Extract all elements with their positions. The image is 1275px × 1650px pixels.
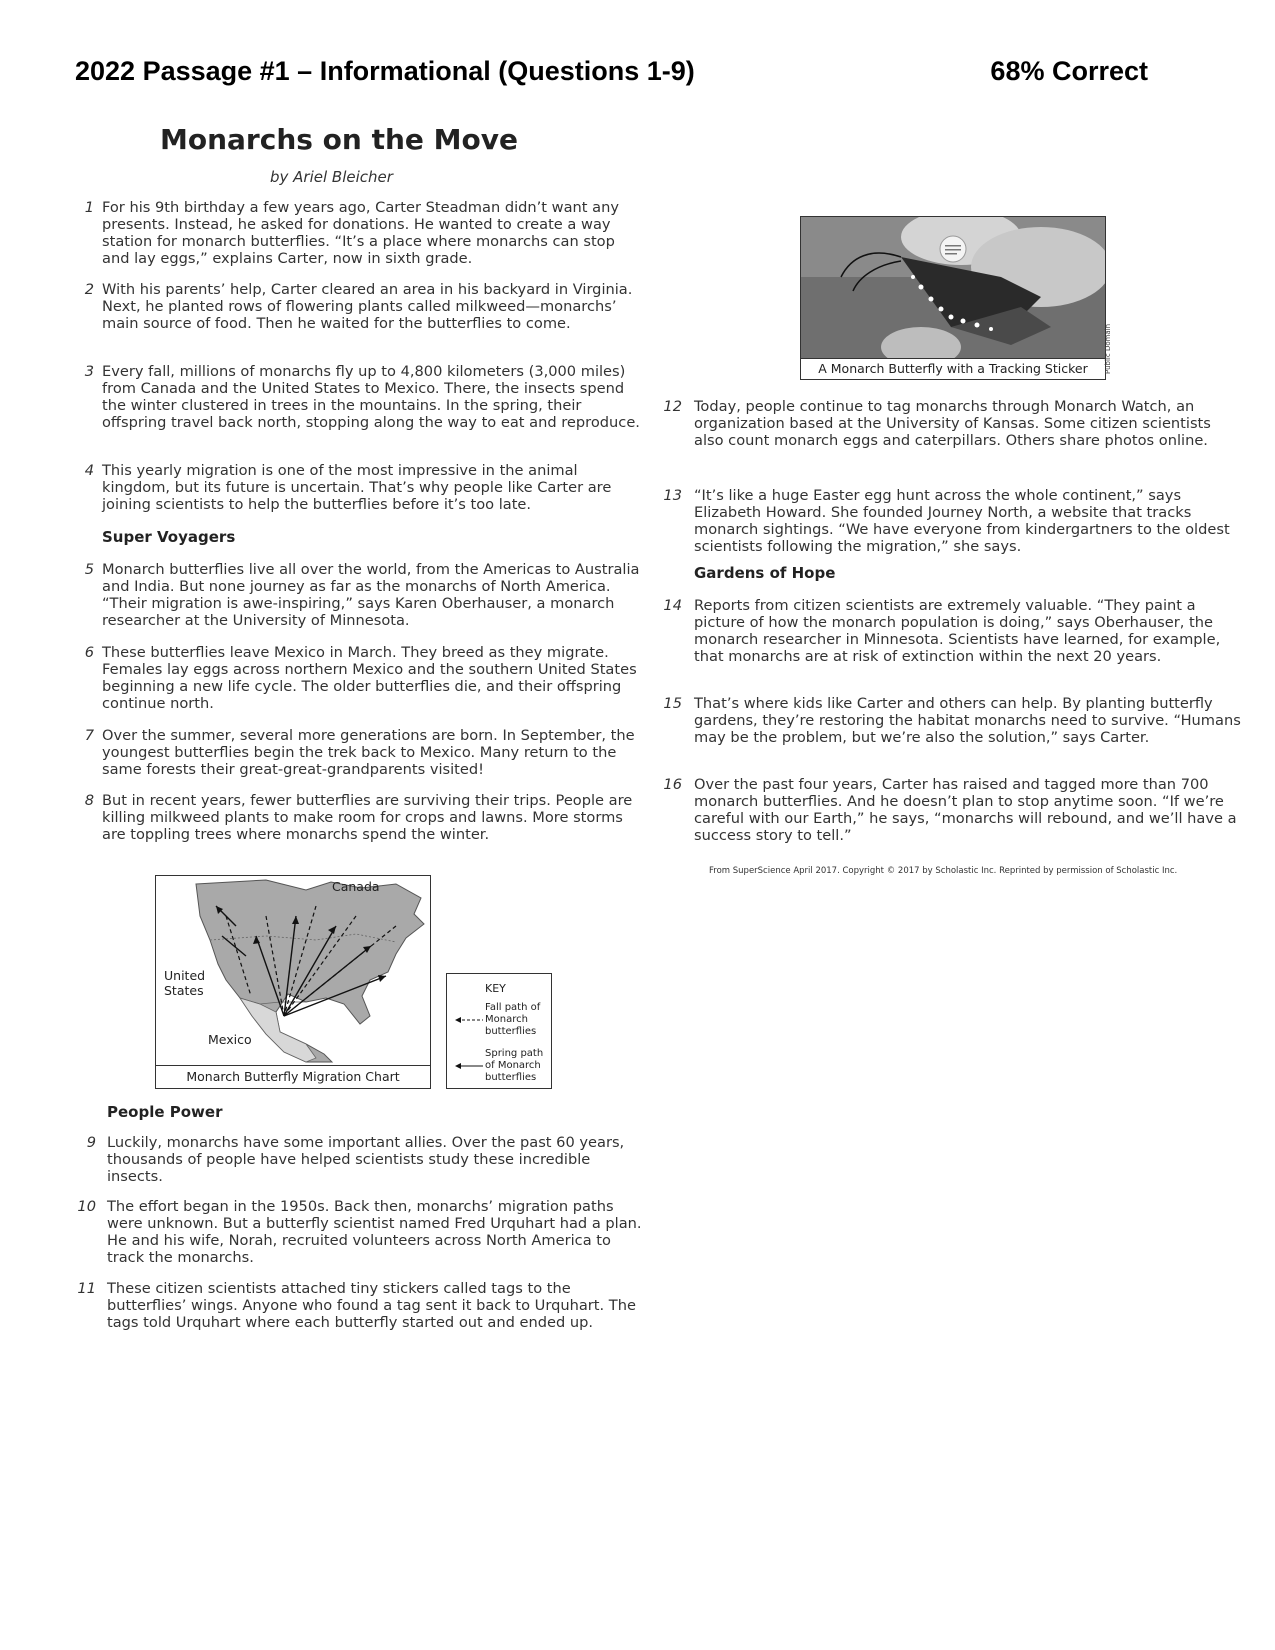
paragraph-text: Monarch butterflies live all over the world, from the Americas to Australia and India. But none journey as far as the monarchs of North America. “Their migration is awe-inspiring,” says Karen Oberhauser, a monarch researcher at the University of Minnesota. <box>102 561 640 629</box>
photo-caption: A Monarch Butterfly with a Tracking Sticker <box>801 358 1105 379</box>
paragraph-1 <box>78 199 642 267</box>
paragraph-text: For his 9th birthday a few years ago, Carter Steadman didn’t want any presents. Instead, he asked for donations. He wanted to create a way station for monarch butterflies. “It’s a place where monarchs can stop and lay eggs,” explains Carter, now in sixth grade. <box>102 199 619 267</box>
paragraph-number: 11 <box>77 1280 96 1297</box>
paragraph-text: Every fall, millions of monarchs fly up to 4,800 kilometers (3,000 miles) from Canada and the United States to Mexico. There, the insects spend the winter clustered in trees in the mountains. In the spring, their offspring travel back north, stopping along the way to eat and reproduce. <box>102 363 640 431</box>
paragraph-number: 4 <box>84 462 94 479</box>
paragraph-12 <box>658 398 1242 449</box>
paragraph-3 <box>78 363 642 431</box>
paragraph-number: 12 <box>663 398 682 415</box>
paragraph-text: Over the summer, several more generations are born. In September, the youngest butterflies begin the trek back to Mexico. Many return to the same forests their great-great-grandparents visited! <box>102 727 635 778</box>
paragraph-14 <box>658 597 1242 665</box>
paragraph-8 <box>78 792 642 843</box>
map-key <box>446 973 552 1089</box>
map-label-canada: Canada <box>332 879 380 894</box>
key-title: KEY <box>485 982 506 995</box>
article-title: Monarchs on the Move <box>160 123 518 156</box>
paragraph-number: 10 <box>77 1198 96 1215</box>
paragraph-10 <box>74 1198 651 1266</box>
paragraph-11 <box>74 1280 651 1331</box>
paragraph-text: Today, people continue to tag monarchs through Monarch Watch, an organization based at the University of Kansas. Some citizen scientists also count monarch eggs and caterpillars. Others share photos online. <box>694 398 1211 449</box>
key-spring-path: Spring path of Monarch butterflies <box>485 1048 544 1083</box>
paragraph-4 <box>78 462 642 513</box>
paragraph-text: Luckily, monarchs have some important allies. Over the past 60 years, thousands of people have helped scientists study these incredible insects. <box>107 1134 625 1185</box>
paragraph-9 <box>78 1134 647 1185</box>
paragraph-number: 14 <box>663 597 682 614</box>
paragraph-16 <box>658 776 1242 844</box>
migration-map <box>155 875 431 1089</box>
paragraph-text: Reports from citizen scientists are extremely valuable. “They paint a picture of how the monarch population is doing,” says Oberhauser, the monarch researcher in Minnesota. Scientists have learned, for example, that monarchs are at risk of extinction within the next 20 years. <box>694 597 1221 665</box>
butterfly-photo <box>800 216 1106 380</box>
paragraph-text: Over the past four years, Carter has raised and tagged more than 700 monarch butterflies. And he doesn’t plan to stop anytime soon. “If we’re careful with our Earth,” he says, “monarchs will rebound, and we’ll have a success story to tell.” <box>694 776 1237 844</box>
paragraph-13 <box>658 487 1242 555</box>
paragraph-number: 16 <box>663 776 682 793</box>
paragraph-number: 9 <box>86 1134 96 1151</box>
paragraph-5 <box>78 561 642 629</box>
paragraph-text: “It’s like a huge Easter egg hunt across the whole continent,” says Elizabeth Howard. She founded Journey North, a website that tracks monarch sightings. “We have everyone from kindergartners to the oldest scientists following the migration,” she says. <box>694 487 1230 555</box>
paragraph-text: That’s where kids like Carter and others can help. By planting butterfly gardens, they’re restoring the habitat monarchs need to survive. “Humans may be the problem, but we’re also the solution,” says Carter. <box>694 695 1241 746</box>
map-caption: Monarch Butterfly Migration Chart <box>156 1065 430 1088</box>
paragraph-number: 2 <box>84 281 94 298</box>
paragraph-text: With his parents’ help, Carter cleared an area in his backyard in Virginia. Next, he planted rows of flowering plants called milkweed—monarchs’ main source of food. Then he waited for the butterflies to come. <box>102 281 633 332</box>
key-arrows-icon <box>453 1014 485 1084</box>
paragraph-text: The effort began in the 1950s. Back then, monarchs’ migration paths were unknown. But a butterfly scientist named Fred Urquhart had a plan. He and his wife, Norah, recruited volunteers across North America to track the monarchs. <box>107 1198 642 1266</box>
paragraph-number: 13 <box>663 487 682 504</box>
paragraph-number: 5 <box>84 561 94 578</box>
subhead-super-voyagers: Super Voyagers <box>102 528 236 546</box>
paragraph-7 <box>78 727 642 778</box>
paragraph-6 <box>78 644 642 712</box>
key-fall-path: Fall path of Monarch butterflies <box>485 1002 541 1037</box>
article-byline: by Ariel Bleicher <box>270 168 393 186</box>
paragraph-number: 1 <box>84 199 94 216</box>
paragraph-number: 3 <box>84 363 94 380</box>
paragraph-number: 8 <box>84 792 94 809</box>
map-label-mexico: Mexico <box>208 1032 252 1047</box>
subhead-gardens-of-hope: Gardens of Hope <box>694 564 836 582</box>
paragraph-number: 6 <box>84 644 94 661</box>
paragraph-text: These butterflies leave Mexico in March. They breed as they migrate. Females lay eggs across northern Mexico and the southern United States beginning a new life cycle. The older butterflies die, and their offspring continue north. <box>102 644 637 712</box>
paragraph-number: 7 <box>84 727 94 744</box>
score-label: 68% Correct <box>990 56 1148 86</box>
paragraph-text: This yearly migration is one of the most impressive in the animal kingdom, but its future is uncertain. That’s why people like Carter are joining scientists to help the butterflies before it’s too late. <box>102 462 612 513</box>
paragraph-text: These citizen scientists attached tiny stickers called tags to the butterflies’ wings. Anyone who found a tag sent it back to Urquhart. The tags told Urquhart where each butterfly started out and ended up. <box>107 1280 636 1331</box>
subhead-people-power: People Power <box>107 1103 223 1121</box>
header-title: 2022 Passage #1 – Informational (Questions 1-9) <box>75 56 695 86</box>
butterfly-with-sticker-icon <box>801 217 1105 358</box>
paragraph-text: But in recent years, fewer butterflies are surviving their trips. People are killing milkweed plants to make room for crops and lawns. More storms are toppling trees where monarchs spend the winter. <box>102 792 633 843</box>
paragraph-2 <box>78 281 642 332</box>
source-credit: From SuperScience April 2017. Copyright © 2017 by Scholastic Inc. Reprinted by permission of Scholastic Inc. <box>709 866 1178 876</box>
paragraph-number: 15 <box>663 695 682 712</box>
paragraph-15 <box>658 695 1242 746</box>
map-label-united-states: United States <box>164 968 206 998</box>
photo-credit: Public Domain <box>1104 323 1112 374</box>
